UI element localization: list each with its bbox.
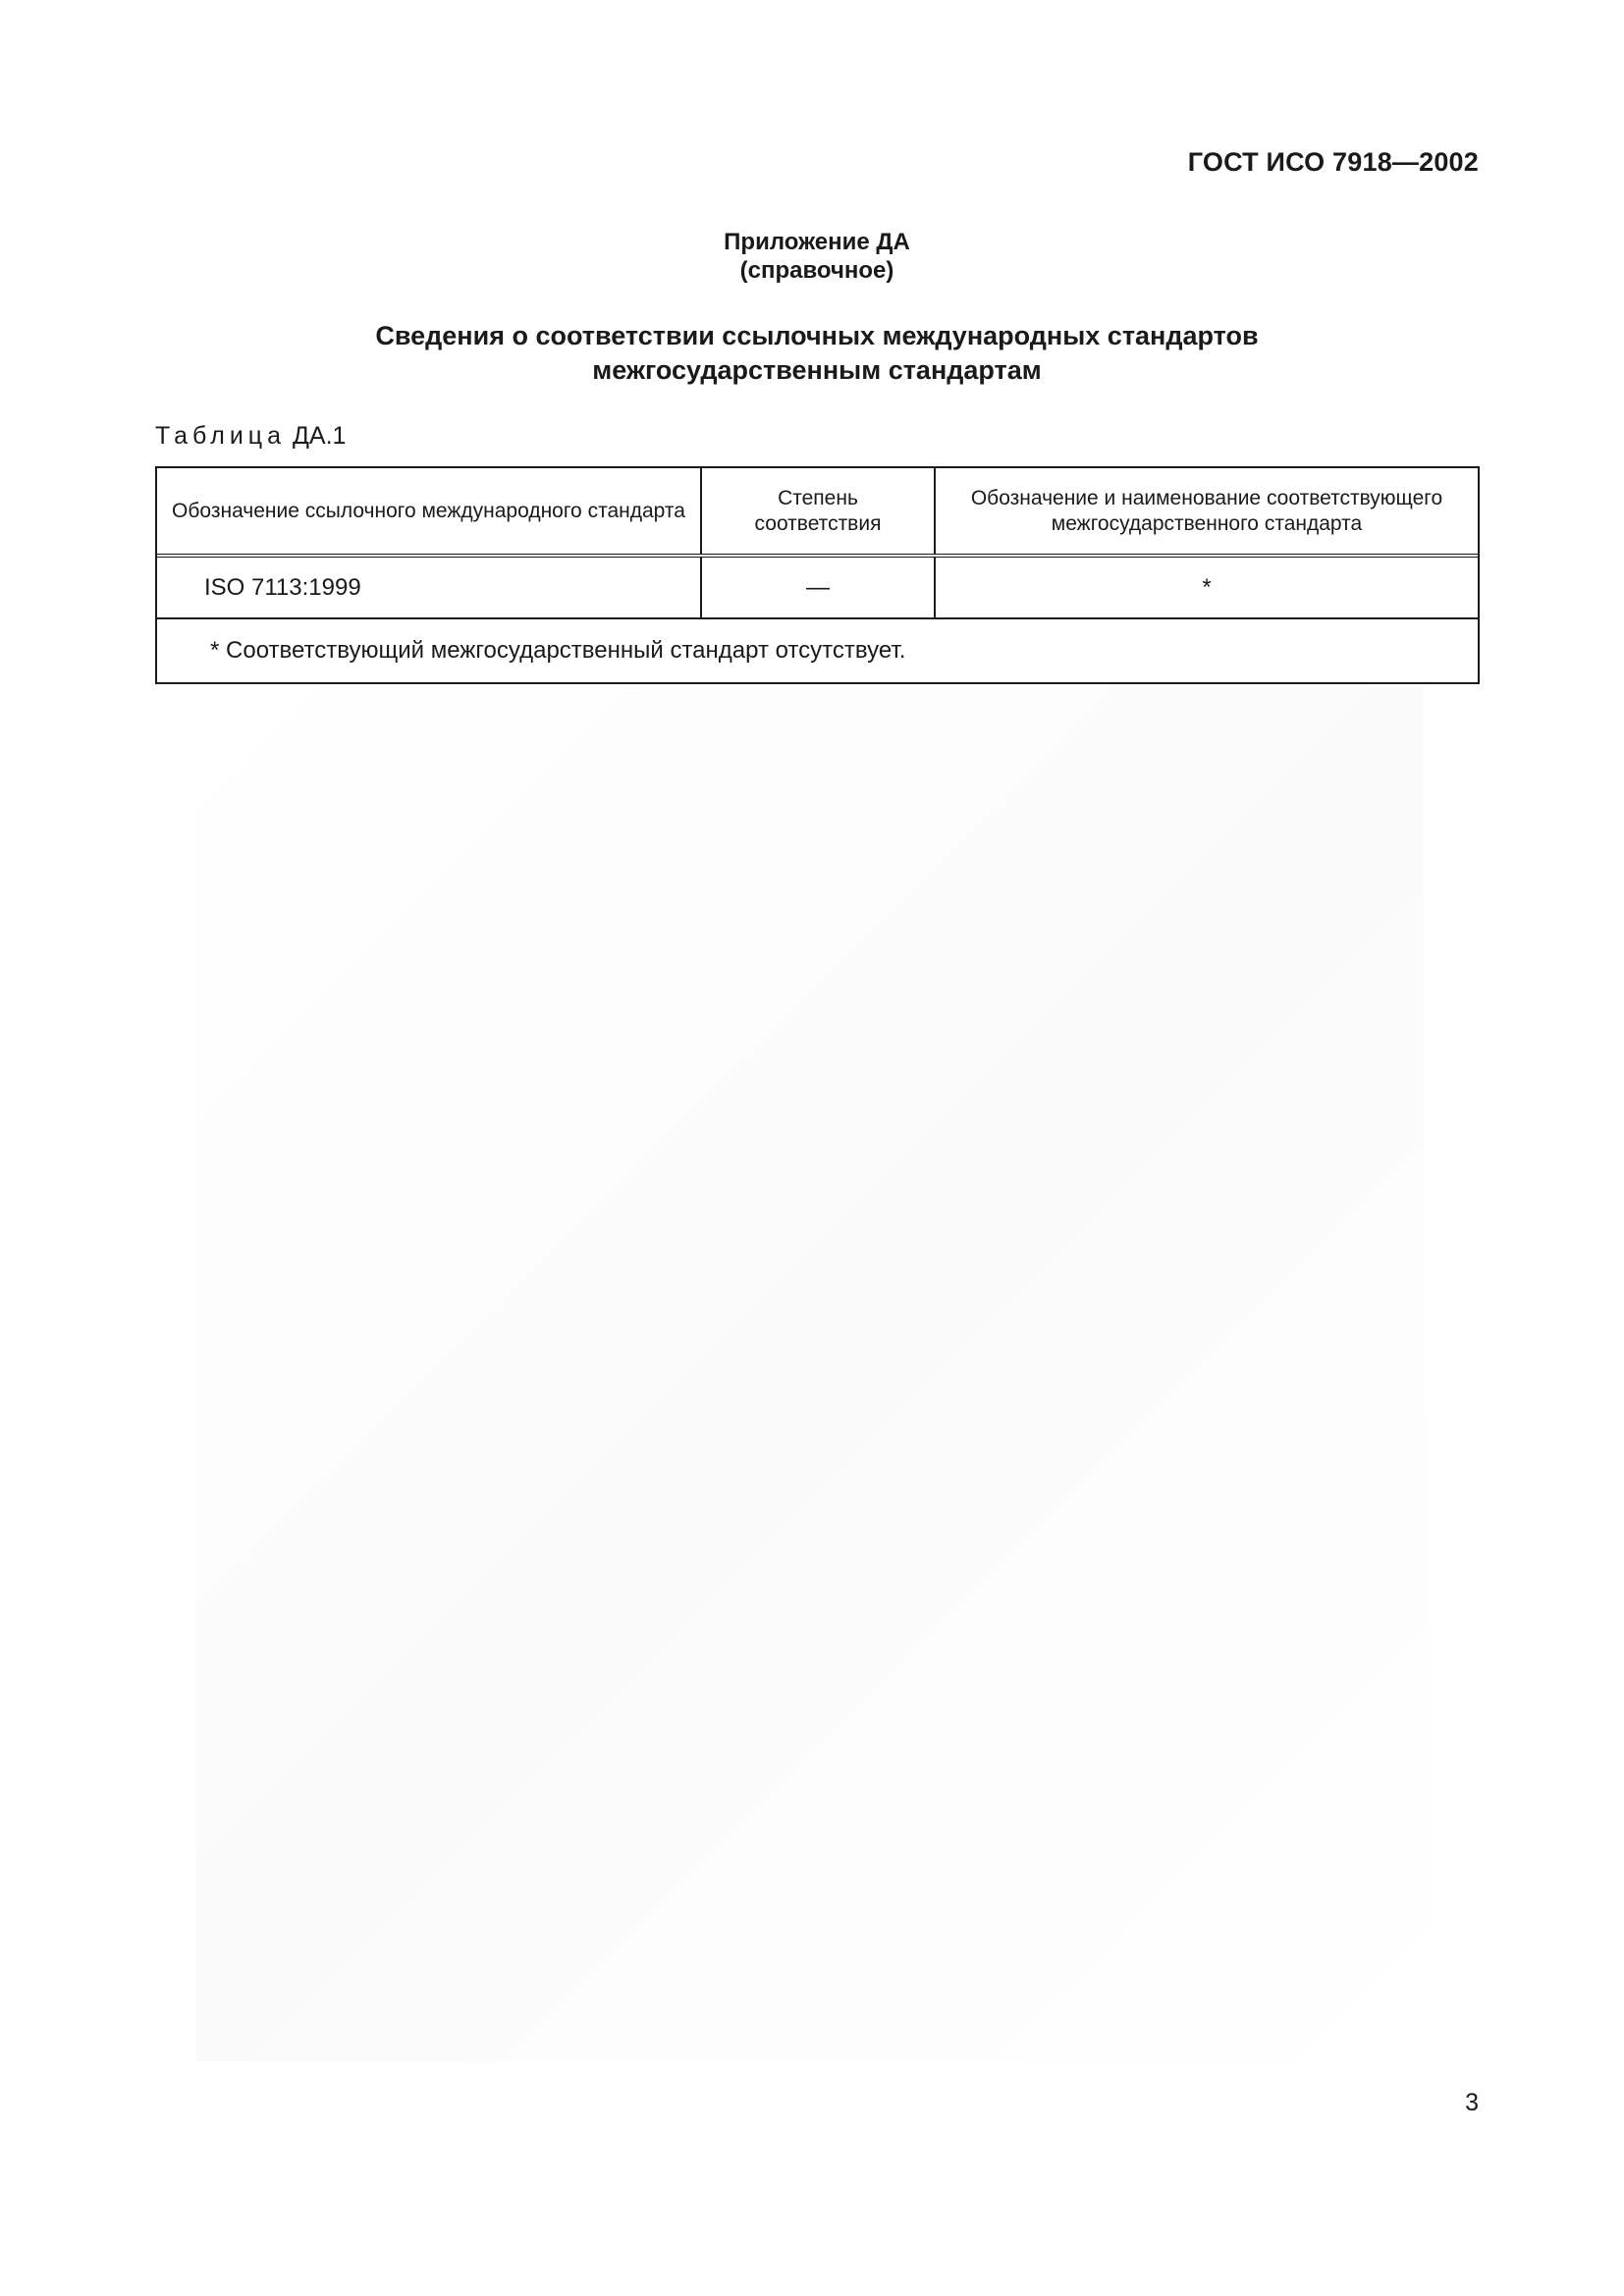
column-header-international-standard: Обозначение ссылочного международного стандарта — [157, 468, 702, 554]
table-footnote: * Соответствующий межгосударственный стандарт отсутствует. — [210, 637, 906, 664]
table-caption — [155, 422, 346, 451]
appendix-heading — [0, 228, 1624, 285]
cell-degree: — — [702, 558, 936, 617]
correspondence-table — [155, 466, 1480, 684]
cell-designation: ISO 7113:1999 — [157, 558, 702, 617]
standard-code: ГОСТ ИСО 7918—2002 — [1187, 147, 1479, 177]
section-title — [0, 319, 1624, 388]
background-watermark — [196, 687, 1424, 2061]
section-title-line-2: межгосударственным стандартам — [592, 355, 1042, 385]
table-row — [157, 558, 1478, 619]
column-header-national-standard: Обозначение и наименование соответствующего межгосударственного стандарта — [970, 486, 1443, 535]
table-footnote-row — [157, 619, 1478, 682]
appendix-label: Приложение ДА — [724, 229, 910, 255]
table-caption-word: Таблица — [155, 422, 287, 450]
table-caption-id: ДА.1 — [292, 422, 347, 450]
appendix-type: (справочное) — [739, 257, 894, 284]
column-header-degree: Степень соответствия — [702, 468, 936, 554]
cell-national-standard: * — [1202, 573, 1212, 601]
section-title-line-1: Сведения о соответствии ссылочных международных стандартов — [375, 321, 1259, 350]
page-number: 3 — [1465, 2089, 1479, 2116]
table-header-row — [157, 468, 1478, 558]
